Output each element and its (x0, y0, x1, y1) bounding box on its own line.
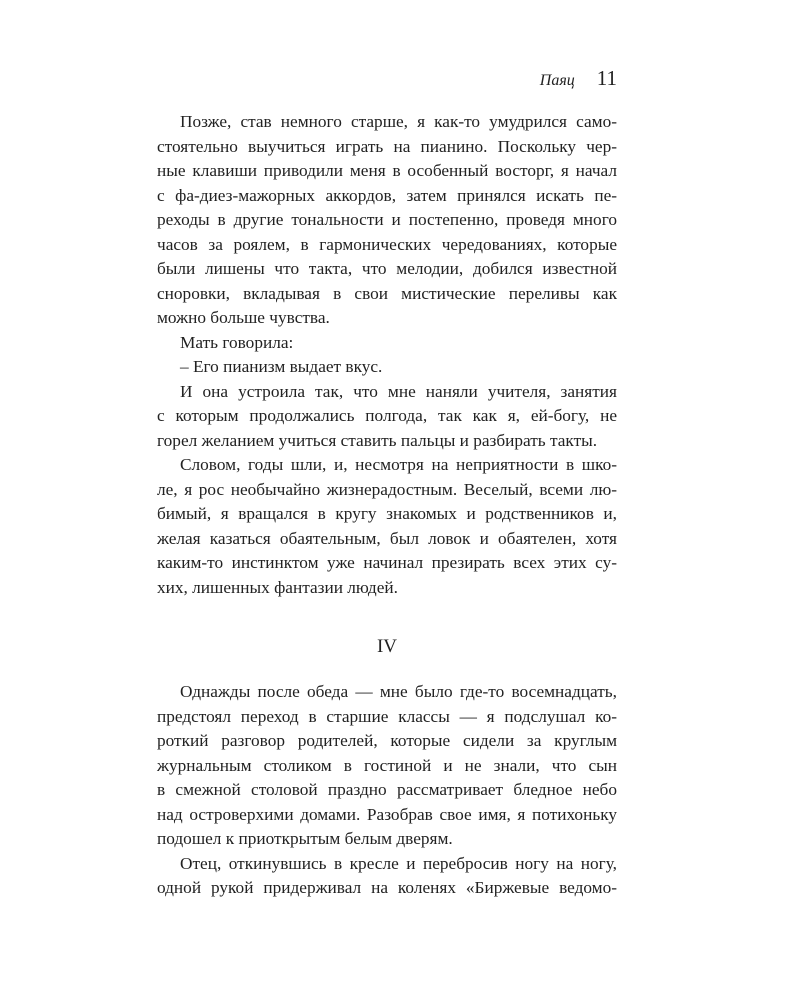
text-line: роткий разговор родителей, которые сидели за круглым (157, 731, 617, 750)
text-line: реходы в другие тональности и постепенно, проведя много (157, 210, 617, 229)
text-line: были лишены что такта, что мелодии, добился известной (157, 259, 617, 278)
text-line: Отец, откинувшись в кресле и перебросив ногу на ногу, (180, 853, 617, 873)
chapter-heading: IV (376, 636, 398, 657)
text-line: предстоял переход в старшие классы — я подслушал ко- (157, 706, 617, 726)
text-line: стоятельно выучиться играть на пианино. Поскольку чер- (157, 136, 617, 156)
text-block-2 (157, 680, 617, 901)
text-line: над островерхими домами. Разобрав свое имя, я потихоньку (157, 804, 617, 824)
text-block-1 (157, 110, 617, 600)
text-line: сноровки, вкладывая в свои мистические переливы как (157, 283, 617, 303)
text-line: Мать говорила: (180, 332, 294, 352)
text-line: часов за роялем, в гармонических чередованиях, которые (157, 234, 617, 254)
text-line: журнальным столиком в гостиной и не знали, что сын (157, 755, 617, 775)
text-line: одной рукой придерживал на коленях «Биржевые ведомо- (157, 878, 617, 897)
text-line: Однажды после обеда — мне было где-то восемнадцать, (180, 682, 617, 701)
text-line: бимый, я вращался в кругу знакомых и родственников и, (157, 504, 617, 523)
running-header (540, 66, 617, 91)
page-number: 11 (596, 66, 617, 90)
text-line: ле, я рос необычайно жизнерадостным. Веселый, всеми лю- (157, 479, 617, 499)
text-line: ные клавиши приводили меня в особенный восторг, я начал (157, 161, 617, 180)
text-line: горел желанием учиться ставить пальцы и разбирать такты. (157, 430, 598, 450)
text-line: каким-то инстинктом уже начинал презирать всех этих су- (157, 553, 617, 572)
text-line: с которым продолжались полгода, так как я, ей-богу, не (157, 406, 617, 425)
text-line: с фа-диез-мажорных аккордов, затем принялся искать пе- (157, 185, 617, 205)
text-line: Позже, став немного старше, я как-то умудрился само- (180, 112, 617, 131)
text-line: – Его пианизм выдает вкус. (180, 357, 383, 376)
text-line: в смежной столовой праздно рассматривает бледное небо (157, 780, 617, 799)
text-line: желая казаться обаятельным, был ловок и обаятелен, хотя (157, 528, 617, 548)
text-line: можно больше чувства. (157, 308, 330, 327)
text-line: И она устроила так, что мне наняли учителя, занятия (180, 381, 617, 401)
text-line: хих, лишенных фантазии людей. (157, 577, 398, 597)
text-line: подошел к приоткрытым белым дверям. (157, 829, 453, 848)
running-title: Паяц (539, 72, 575, 89)
text-line: Словом, годы шли, и, несмотря на неприятности в шко- (180, 455, 617, 474)
